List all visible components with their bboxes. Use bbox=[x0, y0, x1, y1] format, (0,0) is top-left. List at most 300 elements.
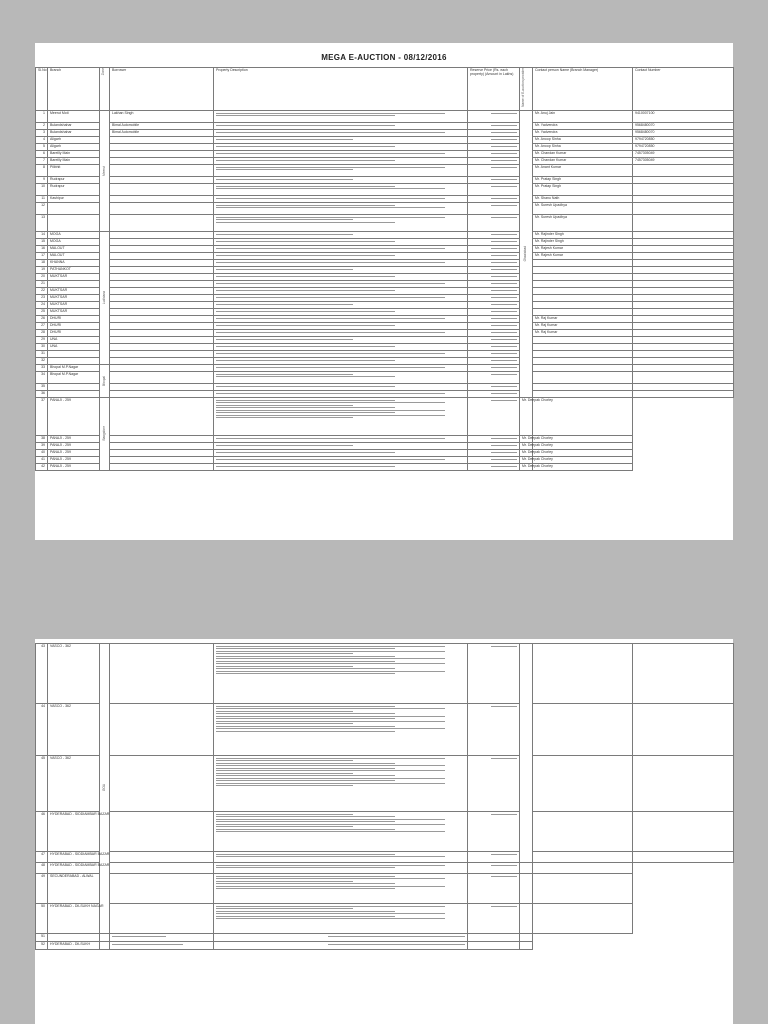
cell-borrower bbox=[110, 351, 214, 358]
cell-contact-number bbox=[633, 644, 734, 704]
cell-contact-person bbox=[533, 756, 633, 812]
table-row bbox=[36, 144, 734, 151]
description-text-line bbox=[216, 367, 445, 368]
cell-sl-no: 42 bbox=[36, 464, 48, 471]
cell-reserve-price bbox=[468, 215, 520, 232]
table-row bbox=[36, 942, 734, 950]
description-text-line bbox=[216, 262, 445, 263]
cell-property-description bbox=[214, 365, 468, 372]
price-text bbox=[491, 854, 517, 855]
provider-label: Ghaziabad bbox=[523, 245, 528, 262]
table-row bbox=[36, 288, 734, 295]
table-row bbox=[36, 365, 734, 372]
header-eauction-provider: Name of E-auction provider bbox=[520, 68, 533, 111]
cell-reserve-price bbox=[468, 295, 520, 302]
cell-property-description bbox=[110, 942, 214, 950]
cell-property-description bbox=[214, 281, 468, 288]
description-text-line bbox=[216, 169, 353, 170]
cell-branch: MOGA bbox=[48, 239, 100, 246]
price-text bbox=[491, 179, 517, 180]
cell-borrower bbox=[110, 177, 214, 184]
table-row bbox=[36, 203, 734, 215]
cell-sl-no: 45 bbox=[36, 756, 48, 812]
cell-property-description bbox=[214, 398, 468, 436]
description-text-line bbox=[216, 186, 395, 187]
cell-contact-number bbox=[633, 812, 734, 852]
cell-sl-no: 27 bbox=[36, 323, 48, 330]
cell-branch: HYDERABAD - SIDDIAMBAR BAZAR bbox=[48, 852, 100, 863]
cell-property-description bbox=[214, 144, 468, 151]
cell-property-description bbox=[214, 391, 468, 398]
description-text-line bbox=[216, 125, 395, 126]
cell-borrower bbox=[110, 165, 214, 177]
cell-reserve-price bbox=[468, 302, 520, 309]
cell-borrower bbox=[110, 457, 214, 464]
price-text bbox=[491, 132, 517, 133]
table-row bbox=[36, 295, 734, 302]
cell-sl-no: 48 bbox=[36, 863, 48, 874]
cell-contact-person bbox=[533, 852, 633, 863]
description-text-line bbox=[216, 217, 445, 218]
table-row bbox=[36, 384, 734, 391]
description-text-line bbox=[216, 876, 395, 877]
cell-contact-person: Mr. Pratap Singh bbox=[533, 177, 633, 184]
cell-sl-no: 1 bbox=[36, 111, 48, 123]
description-text-line bbox=[216, 831, 445, 832]
cell-property-description bbox=[214, 436, 468, 443]
cell-property-description bbox=[214, 165, 468, 177]
cell-property-description bbox=[214, 184, 468, 196]
cell-property-description bbox=[214, 295, 468, 302]
header-contact-person: Contact person Name (Branch Manager) bbox=[533, 68, 633, 111]
price-text bbox=[491, 758, 517, 759]
cell-branch: Bhopal M.P.Nagar bbox=[48, 372, 100, 384]
cell-reserve-price bbox=[468, 398, 520, 436]
table-row bbox=[36, 351, 734, 358]
cell-borrower bbox=[110, 288, 214, 295]
table-row bbox=[36, 316, 734, 323]
cell-branch: VASCO - 362 bbox=[48, 704, 100, 756]
description-text-line bbox=[216, 241, 395, 242]
table-row bbox=[36, 330, 734, 337]
cell-sl-no: 29 bbox=[36, 337, 48, 344]
cell-sl-no: 43 bbox=[36, 644, 48, 704]
cell-branch: DHURI bbox=[48, 323, 100, 330]
cell-reserve-price bbox=[468, 158, 520, 165]
cell-sl-no: 38 bbox=[36, 436, 48, 443]
description-text-line bbox=[216, 760, 353, 761]
cell-borrower bbox=[100, 934, 110, 942]
price-text bbox=[491, 283, 517, 284]
cell-property-description bbox=[214, 215, 468, 232]
cell-contact-person bbox=[533, 267, 633, 274]
cell-property-description bbox=[214, 151, 468, 158]
cell-contact-person: Mr. Anoop Sinha bbox=[533, 144, 633, 151]
description-text-line bbox=[216, 646, 445, 647]
cell-sl-no: 36 bbox=[36, 391, 48, 398]
cell-reserve-price bbox=[468, 450, 520, 457]
cell-property-description bbox=[214, 123, 468, 130]
cell-borrower bbox=[110, 144, 214, 151]
cell-borrower bbox=[110, 436, 214, 443]
cell-contact-person: Mr. Deepak Chorley bbox=[520, 464, 533, 471]
cell-sl-no: 10 bbox=[36, 184, 48, 196]
description-text-line bbox=[216, 466, 395, 467]
cell-property-description bbox=[214, 177, 468, 184]
cell-sl-no: 47 bbox=[36, 852, 48, 863]
description-text-line bbox=[216, 153, 445, 154]
header-reserve-price: Reserve Price (Rs. each property) (Amount in Lakhs) bbox=[468, 68, 520, 111]
cell-branch: MUKTSAR bbox=[48, 302, 100, 309]
description-text-line bbox=[216, 415, 445, 416]
cell-contact-person bbox=[533, 309, 633, 316]
cell-branch: HYDERABAD - SIDDIAMBAR BAZAR bbox=[48, 863, 100, 874]
description-text-line bbox=[216, 780, 395, 781]
cell-branch: MALOUT bbox=[48, 253, 100, 260]
cell-zone bbox=[100, 365, 110, 398]
cell-contact-number bbox=[633, 351, 734, 358]
description-text-line bbox=[216, 167, 445, 168]
table-row bbox=[36, 165, 734, 177]
price-text bbox=[491, 311, 517, 312]
description-text-line bbox=[216, 402, 445, 403]
description-text-line bbox=[216, 671, 445, 672]
cell-contact-person bbox=[533, 295, 633, 302]
cell-reserve-price bbox=[468, 177, 520, 184]
cell-property-description bbox=[214, 111, 468, 123]
cell-sl-no: 7 bbox=[36, 158, 48, 165]
description-text-line bbox=[216, 713, 395, 714]
price-text bbox=[491, 452, 517, 453]
cell-reserve-price bbox=[468, 384, 520, 391]
cell-borrower bbox=[110, 184, 214, 196]
cell-contact-person: Mr. Deepak Chorley bbox=[520, 436, 533, 443]
cell-borrower bbox=[110, 239, 214, 246]
price-text bbox=[491, 865, 517, 866]
cell-property-description bbox=[214, 344, 468, 351]
cell-reserve-price bbox=[468, 704, 520, 756]
cell-property-description bbox=[214, 232, 468, 239]
cell-borrower bbox=[110, 874, 214, 904]
description-text-line bbox=[216, 856, 445, 857]
cell-property-description bbox=[214, 330, 468, 337]
cell-contact-person: Mr. Deepak Chorley bbox=[520, 457, 533, 464]
cell-branch: VASCO - 362 bbox=[48, 756, 100, 812]
cell-branch: MUKTSAR bbox=[48, 274, 100, 281]
cell-reserve-price bbox=[468, 391, 520, 398]
cell-contact-number bbox=[633, 177, 734, 184]
table-row bbox=[36, 450, 734, 457]
cell-sl-no: 35 bbox=[36, 384, 48, 391]
price-text bbox=[491, 205, 517, 206]
price-text bbox=[491, 438, 517, 439]
cell-contact-person: Mr. Rajesh Kumar bbox=[533, 253, 633, 260]
cell-borrower bbox=[110, 358, 214, 365]
cell-contact-person: Mr. Yadvendra bbox=[533, 130, 633, 137]
description-text-line bbox=[216, 763, 395, 764]
table-row bbox=[36, 756, 734, 812]
header-zone: Zone bbox=[100, 68, 110, 111]
description-text-line bbox=[216, 661, 395, 662]
table-row bbox=[36, 391, 734, 398]
cell-contact-person bbox=[468, 942, 520, 950]
table-row bbox=[36, 309, 734, 316]
cell-sl-no: 23 bbox=[36, 295, 48, 302]
header-borrower: Borrower bbox=[110, 68, 214, 111]
description-text-line bbox=[216, 854, 395, 855]
cell-branch: PANAJI - 259 bbox=[48, 457, 100, 464]
table-row bbox=[36, 934, 734, 942]
price-text bbox=[491, 234, 517, 235]
price-text bbox=[491, 290, 517, 291]
cell-borrower bbox=[110, 904, 214, 934]
cell-borrower bbox=[110, 302, 214, 309]
cell-sl-no: 3 bbox=[36, 130, 48, 137]
description-text-line bbox=[216, 255, 395, 256]
cell-reserve-price bbox=[468, 196, 520, 203]
price-text bbox=[491, 276, 517, 277]
description-text-line bbox=[216, 770, 445, 771]
cell-contact-number bbox=[633, 215, 734, 232]
cell-borrower bbox=[110, 281, 214, 288]
cell-contact-number bbox=[520, 942, 533, 950]
cell-reserve-price bbox=[468, 351, 520, 358]
description-text-line bbox=[216, 816, 395, 817]
cell-branch: Aligarh bbox=[48, 144, 100, 151]
description-text-line bbox=[216, 824, 445, 825]
cell-contact-person bbox=[533, 372, 633, 384]
description-text-line bbox=[216, 651, 445, 652]
cell-borrower bbox=[110, 215, 214, 232]
price-text bbox=[491, 269, 517, 270]
price-text bbox=[491, 353, 517, 354]
description-text-line bbox=[216, 775, 395, 776]
cell-borrower bbox=[110, 756, 214, 812]
cell-property-description bbox=[214, 812, 468, 852]
cell-reserve-price bbox=[468, 151, 520, 158]
cell-contact-number bbox=[633, 337, 734, 344]
cell-sl-no: 41 bbox=[36, 457, 48, 464]
cell-property-description bbox=[214, 852, 468, 863]
cell-reserve-price bbox=[468, 232, 520, 239]
cell-property-description bbox=[110, 934, 214, 942]
cell-property-description bbox=[214, 316, 468, 323]
cell-sl-no: 26 bbox=[36, 316, 48, 323]
price-text bbox=[491, 297, 517, 298]
cell-borrower bbox=[110, 644, 214, 704]
price-text bbox=[491, 113, 517, 114]
description-text-line bbox=[216, 325, 395, 326]
table-row bbox=[36, 436, 734, 443]
cell-borrower bbox=[110, 274, 214, 281]
cell-branch: MOGA bbox=[48, 232, 100, 239]
cell-contact-person bbox=[533, 391, 633, 398]
description-text-line bbox=[216, 207, 445, 208]
price-text bbox=[491, 367, 517, 368]
description-text-line bbox=[216, 758, 445, 759]
cell-reserve-price bbox=[468, 337, 520, 344]
cell-reserve-price bbox=[468, 457, 520, 464]
cell-branch: Rudrapur bbox=[48, 177, 100, 184]
cell-property-description bbox=[214, 239, 468, 246]
cell-borrower bbox=[110, 295, 214, 302]
cell-property-description bbox=[214, 302, 468, 309]
table-row bbox=[36, 281, 734, 288]
description-text-line bbox=[216, 913, 445, 914]
cell-borrower bbox=[110, 344, 214, 351]
cell-contact-number bbox=[633, 309, 734, 316]
price-text bbox=[491, 248, 517, 249]
cell-contact-number bbox=[533, 874, 633, 904]
cell-contact-number bbox=[533, 398, 633, 436]
cell-reserve-price bbox=[468, 874, 520, 904]
cell-reserve-price bbox=[468, 130, 520, 137]
table-row bbox=[36, 111, 734, 123]
cell-contact-person: Mr. Pratap Singh bbox=[533, 184, 633, 196]
auction-title: MEGA E-AUCTION - 08/12/2016 bbox=[321, 53, 447, 62]
price-text bbox=[491, 876, 517, 877]
header-sl-no: Sl.No bbox=[36, 68, 48, 111]
cell-borrower bbox=[110, 316, 214, 323]
cell-contact-person bbox=[468, 934, 520, 942]
description-text-line bbox=[216, 829, 395, 830]
cell-property-description bbox=[214, 158, 468, 165]
cell-sl-no: 31 bbox=[36, 351, 48, 358]
cell-sl-no: 14 bbox=[36, 232, 48, 239]
page-1 bbox=[35, 43, 733, 540]
cell-sl-no: 15 bbox=[36, 239, 48, 246]
description-text-line bbox=[216, 778, 445, 779]
cell-contact-number: 7457305049 bbox=[633, 151, 734, 158]
description-text-line bbox=[216, 663, 445, 664]
cell-zone bbox=[100, 398, 110, 471]
cell-contact-person: Mr. Raj Kumar bbox=[533, 323, 633, 330]
zone-label: Meerut bbox=[101, 165, 106, 176]
cell-sl-no: 37 bbox=[36, 398, 48, 436]
description-text-line bbox=[216, 248, 445, 249]
cell-contact-number bbox=[633, 330, 734, 337]
description-text-line bbox=[216, 728, 445, 729]
description-text-line bbox=[216, 883, 395, 884]
cell-reserve-price bbox=[468, 330, 520, 337]
cell-borrower bbox=[110, 309, 214, 316]
cell-branch: PANAJI - 259 bbox=[48, 436, 100, 443]
cell-borrower bbox=[110, 464, 214, 471]
description-text-line bbox=[216, 726, 395, 727]
cell-contact-number bbox=[633, 295, 734, 302]
cell-borrower bbox=[110, 704, 214, 756]
cell-property-description bbox=[214, 450, 468, 457]
cell-property-description bbox=[214, 196, 468, 203]
table-row bbox=[36, 464, 734, 471]
header-contact-number: Contact Number bbox=[633, 68, 734, 111]
cell-property-description bbox=[214, 874, 468, 904]
table-row bbox=[36, 215, 734, 232]
cell-contact-person bbox=[533, 281, 633, 288]
cell-reserve-price bbox=[468, 267, 520, 274]
cell-contact-person: Mr. Deepak Chorley bbox=[520, 398, 533, 436]
cell-property-description bbox=[214, 274, 468, 281]
cell-contact-person bbox=[520, 874, 533, 904]
cell-reserve-price bbox=[468, 852, 520, 863]
cell-property-description bbox=[214, 384, 468, 391]
cell-borrower bbox=[110, 852, 214, 863]
cell-borrower bbox=[110, 196, 214, 203]
price-text bbox=[491, 459, 517, 460]
cell-property-description bbox=[214, 644, 468, 704]
cell-borrower bbox=[110, 812, 214, 852]
description-text-line bbox=[216, 716, 445, 717]
description-text-line bbox=[216, 198, 445, 199]
cell-branch: HYDERABAD - DILSUKH NAGAR bbox=[48, 904, 100, 934]
cell-branch: DHURI bbox=[48, 330, 100, 337]
description-text-line bbox=[216, 658, 445, 659]
cell-property-description bbox=[214, 203, 468, 215]
cell-sl-no: 50 bbox=[36, 904, 48, 934]
cell-branch bbox=[48, 351, 100, 358]
zone-label: Bangalore bbox=[101, 426, 106, 441]
cell-sl-no: 12 bbox=[36, 203, 48, 215]
cell-property-description bbox=[214, 372, 468, 384]
cell-sl-no: 30 bbox=[36, 344, 48, 351]
cell-branch: Bareilly Main bbox=[48, 158, 100, 165]
cell-branch: Rudrapur bbox=[48, 184, 100, 196]
price-text bbox=[491, 153, 517, 154]
cell-contact-person: Mr. Deepak Chorley bbox=[520, 450, 533, 457]
table-row bbox=[36, 123, 734, 130]
description-text-line bbox=[216, 318, 445, 319]
cell-branch: PANAJI - 259 bbox=[48, 398, 100, 436]
table-row bbox=[36, 253, 734, 260]
price-text bbox=[491, 255, 517, 256]
cell-contact-number bbox=[633, 391, 734, 398]
cell-contact-number bbox=[633, 165, 734, 177]
cell-sl-no: 52 bbox=[36, 942, 48, 950]
cell-borrower bbox=[110, 330, 214, 337]
cell-contact-number: 9410007100 bbox=[633, 111, 734, 123]
description-text-line bbox=[216, 765, 445, 766]
price-text bbox=[328, 944, 465, 945]
price-text bbox=[491, 262, 517, 263]
cell-sl-no: 49 bbox=[36, 874, 48, 904]
description-text-line bbox=[216, 146, 395, 147]
cell-sl-no: 19 bbox=[36, 267, 48, 274]
cell-contact-number: 9794720850 bbox=[633, 137, 734, 144]
cell-branch: Meerut Moti bbox=[48, 111, 100, 123]
cell-contact-number bbox=[633, 196, 734, 203]
cell-branch: PANAJI - 259 bbox=[48, 443, 100, 450]
cell-sl-no: 40 bbox=[36, 450, 48, 457]
cell-reserve-price bbox=[468, 137, 520, 144]
cell-contact-person bbox=[533, 384, 633, 391]
cell-eauction-provider bbox=[520, 111, 533, 398]
table-row bbox=[36, 196, 734, 203]
cell-branch: PANAJI - 259 bbox=[48, 464, 100, 471]
cell-contact-number bbox=[633, 274, 734, 281]
table-row bbox=[36, 267, 734, 274]
cell-borrower bbox=[110, 158, 214, 165]
description-text-line bbox=[216, 139, 353, 140]
table-row bbox=[36, 372, 734, 384]
price-text bbox=[491, 346, 517, 347]
cell-sl-no: 32 bbox=[36, 358, 48, 365]
cell-contact-person: Mr. Anant Kumar bbox=[533, 165, 633, 177]
cell-reserve-price bbox=[468, 165, 520, 177]
description-text-line bbox=[216, 706, 395, 707]
cell-contact-person bbox=[533, 812, 633, 852]
cell-branch: MUKTSAR bbox=[48, 295, 100, 302]
cell-contact-number bbox=[633, 372, 734, 384]
